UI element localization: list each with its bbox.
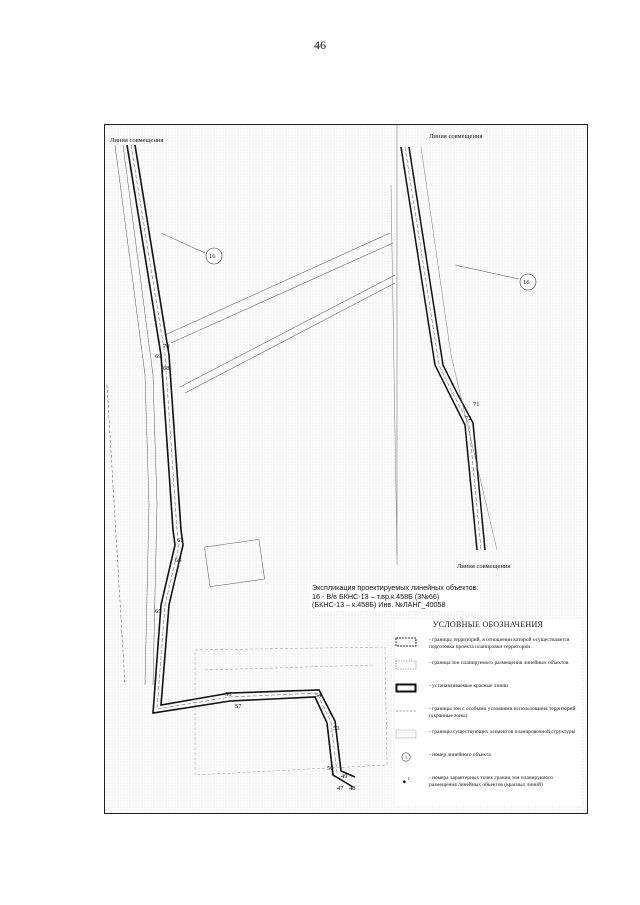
legend-item-text: - границы существующих элементов планировочной структуры <box>429 729 576 735</box>
point-label: 67 <box>177 537 184 544</box>
legend-item <box>395 775 581 805</box>
point-label: 72 <box>465 415 472 422</box>
point-number-symbol <box>395 775 417 785</box>
point-label: 71 <box>473 401 480 408</box>
legend-item-text: - границы территорий, в отношении которой осуществляется подготовка проекта планировки территории <box>429 637 570 650</box>
legend-item <box>395 660 581 683</box>
object-number-symbol-text: 1 <box>404 754 408 760</box>
point-label: 48 <box>349 785 356 792</box>
legend-item <box>395 752 581 775</box>
legend-item <box>395 637 581 660</box>
legend <box>395 620 581 805</box>
legend-item <box>395 706 581 729</box>
point-label: 70 <box>163 343 170 350</box>
red-line-symbol <box>395 683 417 693</box>
legend-title: УСЛОВНЫЕ ОБОЗНАЧЕНИЯ <box>432 620 544 629</box>
map-frame <box>104 124 588 814</box>
planning-structure-symbol <box>395 729 417 739</box>
explication-object: 16 - В/в БКНС-13 – т.вр.к.458Б (3№66) <box>312 591 440 601</box>
territory-boundary-symbol <box>395 637 417 647</box>
legend-item-text: - устанавливаемые красные линии <box>429 683 508 689</box>
match-line-label: Линия совмещения <box>110 137 164 144</box>
point-label: 49 <box>341 773 348 780</box>
legend-item <box>395 683 581 706</box>
point-label: 65 <box>155 608 162 615</box>
protection-zone-symbol <box>395 706 417 716</box>
object-number-symbol <box>395 752 417 762</box>
match-line-label: Линия совмещения <box>429 133 483 140</box>
legend-item <box>395 729 581 752</box>
point-label: 56 <box>225 691 232 698</box>
point-label: 69 <box>155 353 162 360</box>
page-number: 46 <box>314 38 326 52</box>
point-label: 68 <box>163 365 170 372</box>
legend-item-text: - номера характерных точек границ зон планируемого размещения линейных объектов (красных линий) <box>429 775 553 788</box>
zone-boundary-symbol <box>395 660 417 670</box>
explication-heading: Экспликация проектируемых линейных объектов: <box>312 583 479 592</box>
match-line-label: Линия совмещения <box>457 563 511 570</box>
point-label: 53 <box>333 725 340 732</box>
point-label: 50 <box>327 765 334 772</box>
legend-item-text: - номер линейного объекта <box>429 752 491 758</box>
object-number: 16 <box>523 279 530 286</box>
point-label: 57 <box>235 703 242 710</box>
legend-item-text: - граница зон планируемого размещения линейных объектов <box>429 660 569 666</box>
point-label: 66 <box>175 557 182 564</box>
explication-inventory: (БКНС-13 – к.458Б) Инв. №ЛАНГ_40058 <box>312 600 446 610</box>
explication-block <box>310 583 480 611</box>
object-number: 16 <box>209 253 216 260</box>
point-number-symbol-text: 1 <box>407 776 410 781</box>
legend-item-text: - границы зон с особыми условиями использования территорий (охранные зоны) <box>429 706 576 719</box>
point-label: 54 <box>315 692 322 699</box>
point-label: 47 <box>337 785 344 792</box>
